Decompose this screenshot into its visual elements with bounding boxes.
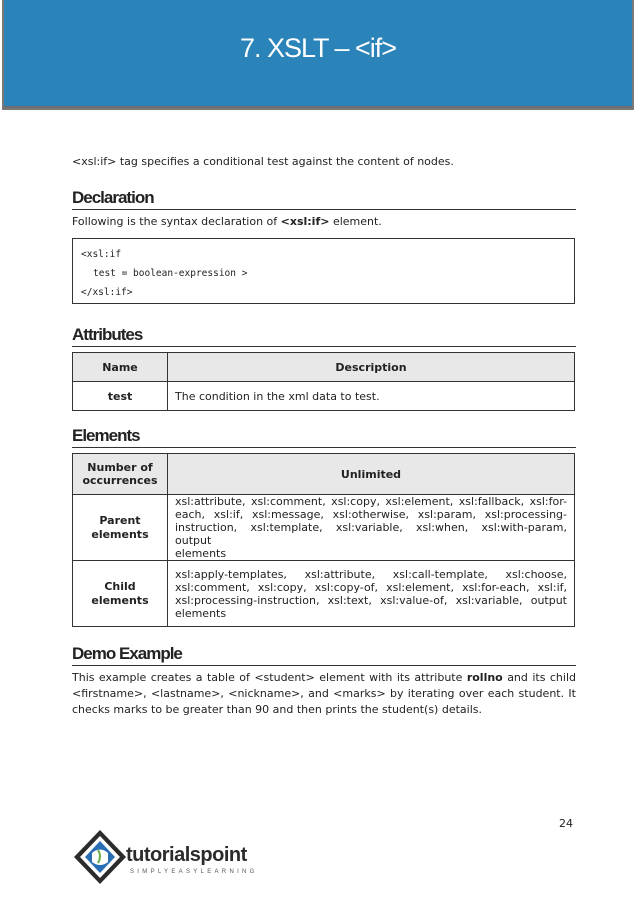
attributes-heading: Attributes [72,325,576,347]
logo-tagline: SIMPLYEASYLEARNING [130,869,258,875]
unlimited-header: Unlimited [168,454,575,495]
tutorialspoint-logo [72,828,272,886]
logo-diamond-icon [74,830,126,884]
code-block [72,238,575,304]
declaration-heading: Declaration [72,188,576,210]
child-elements-label: Child elements [73,561,168,627]
elements-table [72,453,575,627]
table-row [73,495,575,561]
code-line: <xsl:if [81,249,122,260]
attribute-name: test [73,382,168,411]
demo-heading: Demo Example [72,644,576,666]
child-elements-list: xsl:apply-templates, xsl:attribute, xsl:call-template, xsl:choose, xsl:comment, xsl:copy, xsl:copy-of, xsl:element, xsl:for-each, xsl:if, xsl:processing-instruction, xsl:text, xsl:value-of, xsl:variable, output elements [168,561,575,627]
column-header-description: Description [168,353,575,382]
intro-text: <xsl:if> tag specifies a conditional test against the content of nodes. [72,155,454,168]
code-line: test = boolean-expression > [93,268,248,279]
logo-wordmark: tutorialspoint [126,844,247,866]
parent-elements-label: Parent elements [73,495,168,561]
column-header-name: Name [73,353,168,382]
elements-heading: Elements [72,426,576,448]
declaration-text: Following is the syntax declaration of <xsl:if> element. [72,215,382,228]
code-line: </xsl:if> [81,287,133,298]
page-number: 24 [559,817,573,830]
demo-text: This example creates a table of <student> element with its attribute rollno and its child <firstname>, <lastname>, <nickname>, and <marks> by iterating over each student. It checks marks to be greater than 90 and then prints the student(s) details. [72,671,576,716]
chapter-title: 7. XSLT – <if> [239,33,397,63]
chapter-banner [0,0,638,113]
table-header-row [73,353,575,382]
table-row [73,382,575,411]
attributes-table [72,352,575,411]
table-header-row [73,454,575,495]
parent-elements-list: xsl:attribute, xsl:comment, xsl:copy, xsl:element, xsl:fallback, xsl:for- each, xsl:if, xsl:message, xsl:otherwise, xsl:param, xsl:processing- instruction, xsl:template, xsl:variable, xsl:when, xsl:with-param, output elements [168,495,575,561]
occurrences-header: Number of occurrences [73,454,168,495]
attribute-description: The condition in the xml data to test. [168,382,575,411]
table-row [73,561,575,627]
